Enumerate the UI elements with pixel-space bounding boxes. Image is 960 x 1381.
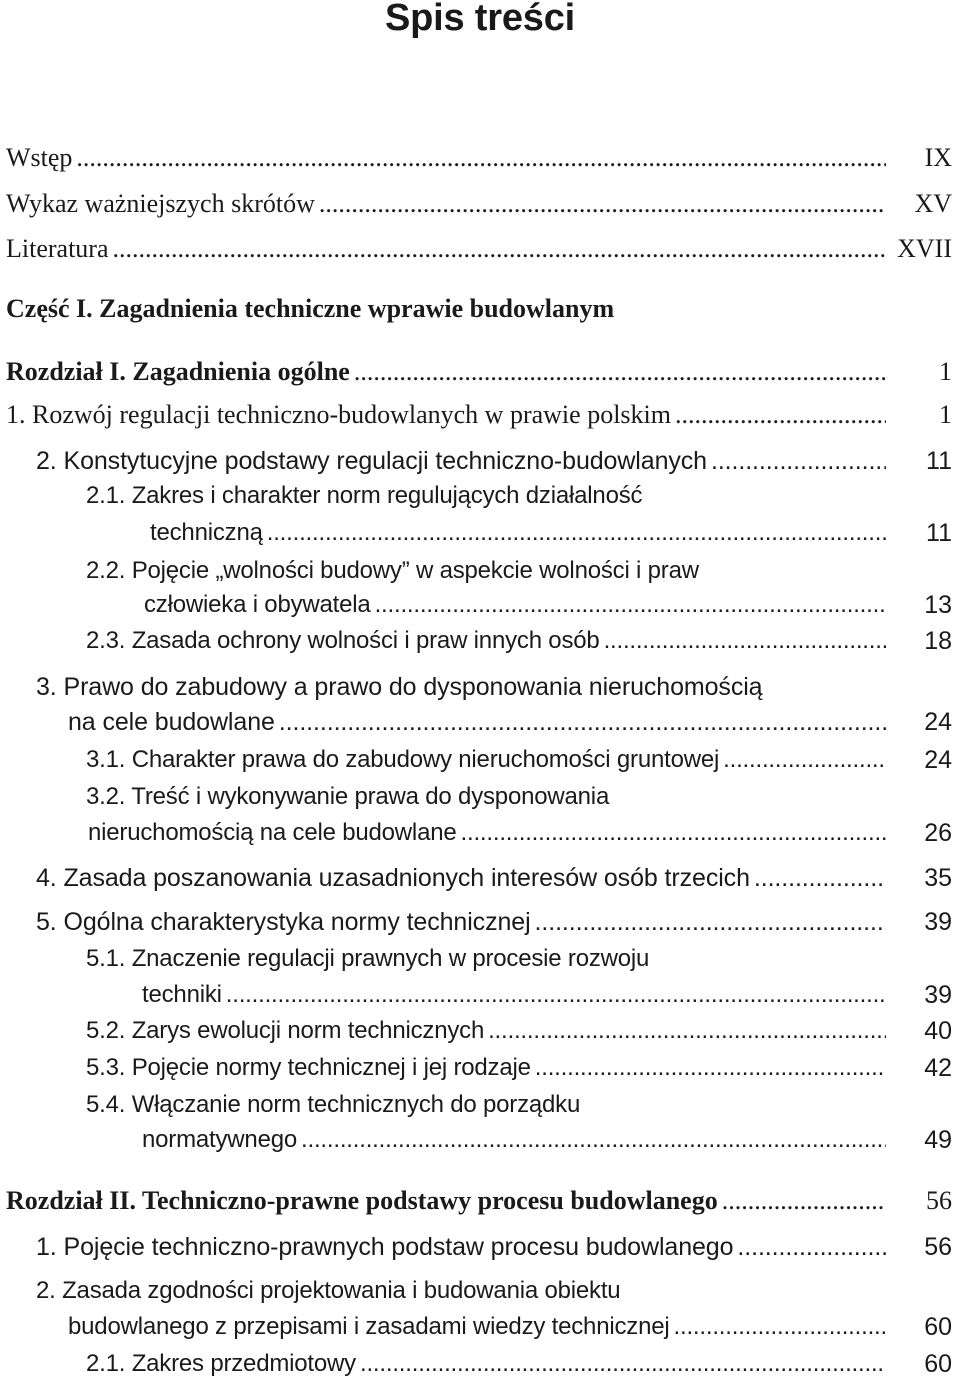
dot-leader: [737, 1232, 886, 1262]
toc-entry-continuation[interactable]: [68, 1312, 886, 1342]
toc-entry-text: 5. Ogólna charakterystyka normy technicznej: [36, 908, 531, 936]
toc-entry-text: budowlanego z przepisami i zasadami wiedzy technicznej: [68, 1313, 670, 1340]
part-heading[interactable]: Część I. Zagadnienia techniczne wprawie budowlanym: [6, 294, 615, 323]
dot-leader: [711, 446, 886, 476]
page-title: Spis treści: [384, 0, 575, 39]
toc-page-number: 60: [924, 1350, 952, 1378]
toc-entry[interactable]: [86, 1053, 886, 1083]
toc-page-number: 11: [926, 447, 952, 475]
dot-leader: [488, 1016, 886, 1046]
dot-leader: [723, 745, 886, 775]
toc-entry[interactable]: [36, 1232, 886, 1262]
toc-page-number: 1: [939, 400, 952, 429]
toc-entry[interactable]: [86, 626, 886, 656]
toc-entry-text: normatywnego: [142, 1126, 298, 1153]
toc-entry-text: 2. Konstytucyjne podstawy regulacji techniczno-budowlanych: [36, 447, 707, 475]
toc-entry-text: Wstęp: [6, 143, 73, 172]
toc-page-number: 35: [924, 864, 952, 892]
toc-page-number: 39: [924, 981, 952, 1009]
toc-entry-continuation[interactable]: [142, 980, 886, 1010]
dot-leader: [722, 1186, 886, 1216]
toc-page-number: 26: [924, 819, 952, 847]
toc-entry-text: techniczną: [150, 519, 263, 546]
toc-page-number: 13: [924, 591, 952, 619]
dot-leader: [604, 626, 886, 656]
dot-leader: [76, 143, 886, 173]
dot-leader: [675, 400, 886, 430]
toc-entry-text: 1. Rozwój regulacji techniczno-budowlanych w prawie polskim: [6, 400, 671, 429]
toc-entry[interactable]: [6, 143, 886, 173]
toc-page-number: 40: [924, 1017, 952, 1045]
toc-entry-continuation[interactable]: [144, 590, 886, 620]
toc-page-number: 18: [924, 627, 952, 655]
toc-page-number: 24: [924, 708, 952, 736]
toc-entry[interactable]: [6, 234, 886, 264]
toc-entry-text: 1. Pojęcie techniczno-prawnych podstaw procesu budowlanego: [36, 1233, 734, 1261]
toc-page-number: 56: [926, 1186, 952, 1215]
toc-entry-text: Rozdział I. Zagadnienia ogólne: [6, 357, 350, 386]
toc-page-number: 39: [924, 908, 952, 936]
toc-entry-text: człowieka i obywatela: [144, 591, 371, 618]
toc-entry[interactable]: [86, 745, 886, 775]
dot-leader: [535, 1053, 886, 1083]
toc-page-number: IX: [924, 143, 952, 172]
toc-page-number: XV: [914, 189, 952, 218]
toc-entry-text: techniki: [142, 981, 222, 1008]
toc-entry[interactable]: 2. Zasada zgodności projektowania i budowania obiektu: [36, 1277, 621, 1304]
dot-leader: [535, 907, 886, 937]
toc-entry-continuation[interactable]: [150, 518, 886, 548]
toc-entry[interactable]: [86, 1349, 886, 1379]
toc-entry[interactable]: 2.2. Pojęcie „wolności budowy” w aspekcie wolności i praw: [86, 557, 699, 584]
toc-entry-continuation[interactable]: [68, 707, 886, 737]
toc-entry-text: nieruchomością na cele budowlane: [88, 819, 457, 846]
toc-page-number: XVII: [897, 234, 952, 263]
toc-entry-text: 4. Zasada poszanowania uzasadnionych interesów osób trzecich: [36, 864, 750, 892]
dot-leader: [113, 234, 887, 264]
dot-leader: [754, 863, 886, 893]
toc-entry[interactable]: 3. Prawo do zabudowy a prawo do dysponowania nieruchomością: [36, 673, 763, 701]
toc-entry-text: 2.3. Zasada ochrony wolności i praw innych osób: [86, 627, 600, 654]
toc-page-number: 56: [924, 1233, 952, 1261]
toc-entry-continuation[interactable]: [142, 1125, 886, 1155]
toc-entry-continuation[interactable]: [88, 818, 886, 848]
toc-entry[interactable]: [36, 863, 886, 893]
chapter-heading[interactable]: [6, 1186, 886, 1216]
toc-entry[interactable]: [86, 1016, 886, 1046]
toc-entry-text: 3.1. Charakter prawa do zabudowy nieruchomości gruntowej: [86, 746, 720, 773]
dot-leader: [375, 590, 886, 620]
toc-entry[interactable]: [36, 907, 886, 937]
dot-leader: [267, 518, 886, 548]
dot-leader: [354, 357, 886, 387]
toc-page-number: 24: [924, 746, 952, 774]
chapter-heading[interactable]: [6, 357, 886, 387]
dot-leader: [360, 1349, 886, 1379]
dot-leader: [301, 1125, 886, 1155]
toc-entry[interactable]: [6, 400, 886, 430]
toc-entry[interactable]: [6, 189, 886, 219]
dot-leader: [319, 189, 886, 219]
toc-entry-text: 5.2. Zarys ewolucji norm technicznych: [86, 1017, 485, 1044]
toc-entry-text: na cele budowlane: [68, 708, 275, 736]
dot-leader: [674, 1312, 886, 1342]
toc-entry[interactable]: 5.1. Znaczenie regulacji prawnych w procesie rozwoju: [86, 945, 650, 972]
toc-page-number: 49: [924, 1126, 952, 1154]
dot-leader: [461, 818, 886, 848]
toc-entry[interactable]: 5.4. Włączanie norm technicznych do porządku: [86, 1091, 581, 1118]
toc-entry-text: 2.1. Zakres przedmiotowy: [86, 1350, 356, 1377]
toc-entry-text: 5.3. Pojęcie normy technicznej i jej rodzaje: [86, 1054, 531, 1081]
toc-page-number: 42: [924, 1054, 952, 1082]
toc-entry-text: Rozdział II. Techniczno-prawne podstawy procesu budowlanego: [6, 1186, 718, 1215]
toc-page-number: 11: [926, 519, 952, 547]
toc-page-number: 60: [924, 1313, 952, 1341]
toc-entry[interactable]: [36, 446, 886, 476]
toc-entry[interactable]: 2.1. Zakres i charakter norm regulujących działalność: [86, 482, 643, 509]
toc-page-number: 1: [939, 357, 952, 386]
toc-entry[interactable]: 3.2. Treść i wykonywanie prawa do dysponowania: [86, 783, 610, 810]
toc-entry-text: Literatura: [6, 234, 109, 263]
dot-leader: [279, 707, 886, 737]
dot-leader: [226, 980, 886, 1010]
toc-entry-text: Wykaz ważniejszych skrótów: [6, 189, 315, 218]
